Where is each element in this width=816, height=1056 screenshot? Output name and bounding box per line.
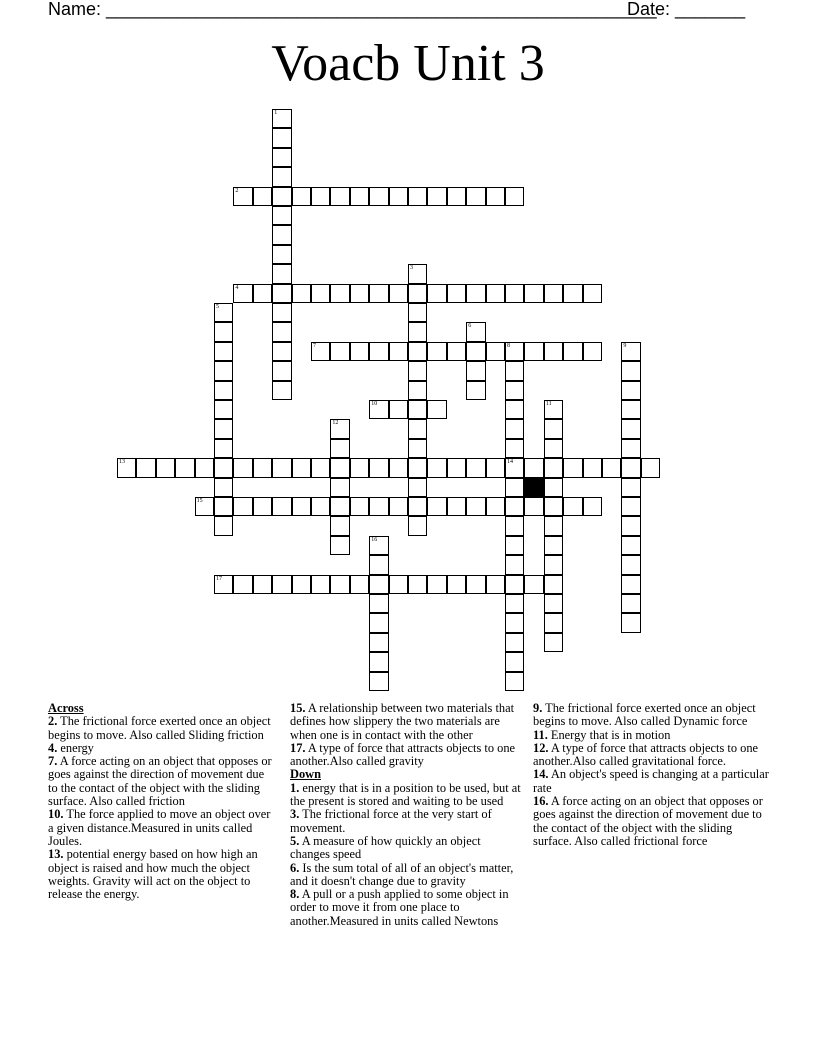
clue	[533, 795, 769, 848]
crossword-cell[interactable]	[369, 633, 388, 652]
crossword-cell[interactable]	[583, 342, 602, 361]
clue-text: A force acting on an object that opposes or goes against the direction of movement due to the contact of the object with the sliding surface. Also called frictional force	[533, 794, 763, 848]
crossword-cell[interactable]	[447, 458, 466, 477]
crossword-cell[interactable]	[136, 458, 155, 477]
clue-number: 10	[371, 401, 378, 407]
crossword-cell[interactable]	[544, 613, 563, 632]
crossword-cell[interactable]	[389, 497, 408, 516]
crossword-cell[interactable]	[505, 439, 524, 458]
clue-text: A force acting on an object that opposes or goes against the direction of movement due to the contact of the object with the sliding surface. Also called friction	[48, 754, 272, 809]
clue-number-label: 6.	[290, 860, 300, 875]
clues-column-2	[290, 702, 522, 928]
clue-number: 3	[410, 265, 413, 272]
crossword-cell[interactable]	[272, 322, 291, 341]
crossword-cell[interactable]	[505, 458, 524, 477]
crossword-cell[interactable]	[272, 245, 291, 264]
clue-text: The frictional force at the very start of movement.	[290, 807, 492, 835]
crossword-cell[interactable]	[544, 516, 563, 535]
crossword-cell[interactable]	[272, 109, 291, 128]
crossword-cell[interactable]	[524, 497, 543, 516]
crossword-cell[interactable]	[544, 439, 563, 458]
crossword-cell[interactable]	[524, 284, 543, 303]
crossword-cell[interactable]	[524, 458, 543, 477]
clue-text: The force applied to move an object over a given distance.Measured in units called Joules.	[48, 807, 271, 848]
crossword-cell[interactable]	[505, 594, 524, 613]
crossword-cell[interactable]	[233, 187, 252, 206]
crossword-cell[interactable]	[408, 322, 427, 341]
crossword-cell[interactable]	[350, 187, 369, 206]
crossword-cell[interactable]	[408, 419, 427, 438]
crossword-cell[interactable]	[292, 458, 311, 477]
clue	[48, 755, 276, 808]
clue-text: The frictional force exerted once an object begins to move. Also called Sliding friction	[48, 714, 271, 742]
crossword-cell[interactable]	[311, 458, 330, 477]
crossword-cell[interactable]	[175, 458, 194, 477]
crossword-cell[interactable]	[369, 594, 388, 613]
clue-number-label: 1.	[290, 780, 300, 795]
crossword-cell[interactable]	[505, 575, 524, 594]
crossword-cell[interactable]	[505, 361, 524, 380]
crossword-cell[interactable]	[544, 536, 563, 555]
crossword-cell[interactable]	[505, 381, 524, 400]
crossword-cell[interactable]	[505, 497, 524, 516]
clue-number: 9	[623, 342, 627, 349]
crossword-cell[interactable]	[272, 303, 291, 322]
crossword-cell[interactable]	[427, 342, 446, 361]
crossword-cell[interactable]	[524, 575, 543, 594]
clue-text: A pull or a push applied to some object in order to move it from one place to another.Measured in units called Newtons	[290, 887, 509, 928]
crossword-cell[interactable]	[544, 594, 563, 613]
clue-number-label: 10.	[48, 807, 64, 822]
crossword-cell[interactable]	[272, 148, 291, 167]
crossword-cell[interactable]	[447, 187, 466, 206]
crossword-cell[interactable]	[311, 187, 330, 206]
clue	[533, 768, 769, 795]
crossword-cell[interactable]	[505, 672, 524, 691]
crossword-cell[interactable]	[505, 555, 524, 574]
crossword-cell[interactable]	[117, 458, 136, 477]
crossword-cell[interactable]	[350, 575, 369, 594]
clue-number-label: 16.	[533, 794, 549, 809]
crossword-cell[interactable]	[214, 303, 233, 322]
name-field: Name: _______________________________________________________	[48, 0, 657, 19]
clue-number-label: 15.	[290, 701, 306, 715]
clue-text: potential energy based on how high an object is raised and how much the object weights. Gravity will act on the object to release the energy.	[48, 847, 258, 902]
crossword-cell[interactable]	[292, 284, 311, 303]
crossword-cell[interactable]	[447, 497, 466, 516]
crossword-cell[interactable]	[486, 342, 505, 361]
crossword-cell[interactable]	[408, 400, 427, 419]
crossword-cell[interactable]	[408, 264, 427, 283]
crossword-cell[interactable]	[408, 458, 427, 477]
crossword-cell[interactable]	[466, 361, 485, 380]
crossword-cell[interactable]	[466, 187, 485, 206]
clue	[48, 848, 276, 901]
crossword-cell[interactable]	[311, 342, 330, 361]
crossword-cell[interactable]	[505, 419, 524, 438]
crossword-cell[interactable]	[272, 187, 291, 206]
clue	[533, 702, 769, 729]
clues-column-3	[533, 702, 769, 848]
crossword-cell[interactable]	[253, 575, 272, 594]
crossword-cell[interactable]	[544, 633, 563, 652]
crossword-cell[interactable]	[466, 322, 485, 341]
crossword-cell[interactable]	[233, 497, 252, 516]
crossword-cell[interactable]	[369, 536, 388, 555]
clue	[48, 808, 276, 848]
crossword-cell[interactable]	[272, 497, 291, 516]
crossword-cell[interactable]	[214, 439, 233, 458]
clue	[290, 742, 522, 769]
clue-text: The frictional force exerted once an object begins to move. Also called Dynamic force	[533, 701, 756, 729]
crossword-cell[interactable]	[408, 439, 427, 458]
crossword-cell[interactable]	[330, 516, 349, 535]
crossword-cell[interactable]	[505, 633, 524, 652]
crossword-cell[interactable]	[214, 419, 233, 438]
crossword-cell[interactable]	[466, 342, 485, 361]
crossword-cell[interactable]	[389, 342, 408, 361]
crossword-cell[interactable]	[563, 342, 582, 361]
crossword-cell[interactable]	[583, 284, 602, 303]
crossword-cell[interactable]	[544, 342, 563, 361]
clue-number: 13	[119, 459, 125, 466]
crossword-cell[interactable]	[505, 652, 524, 671]
crossword-cell[interactable]	[369, 555, 388, 574]
clue-number-label: 12.	[533, 740, 549, 755]
crossword-cell[interactable]	[330, 458, 349, 477]
clue-text: Energy that is in motion	[547, 727, 671, 742]
crossword-cell[interactable]	[621, 613, 640, 632]
crossword-cell[interactable]	[330, 497, 349, 516]
crossword-cell[interactable]	[544, 478, 563, 497]
crossword-cell[interactable]	[466, 458, 485, 477]
clue	[290, 888, 522, 928]
crossword-cell[interactable]	[544, 458, 563, 477]
clue-number: 17	[216, 575, 222, 582]
crossword-cell[interactable]	[311, 575, 330, 594]
clue-text: Is the sum total of all of an object's matter, and it doesn't change due to gravity	[290, 860, 514, 888]
clue	[533, 729, 769, 742]
crossword-cell[interactable]	[544, 284, 563, 303]
crossword-cell[interactable]	[253, 187, 272, 206]
crossword-cell[interactable]	[330, 419, 349, 438]
crossword-cell[interactable]	[505, 613, 524, 632]
crossword-cell[interactable]	[427, 400, 446, 419]
crossword-cell[interactable]	[233, 575, 252, 594]
crossword-cell[interactable]	[544, 419, 563, 438]
crossword-cell[interactable]	[350, 284, 369, 303]
crossword-cell[interactable]	[466, 381, 485, 400]
crossword-cell[interactable]	[427, 575, 446, 594]
crossword-cell[interactable]	[389, 575, 408, 594]
crossword-cell[interactable]	[272, 361, 291, 380]
crossword-cell[interactable]	[544, 555, 563, 574]
clue-section-heading: Down	[290, 767, 321, 782]
crossword-cell[interactable]	[350, 342, 369, 361]
crossword-cell[interactable]	[602, 458, 621, 477]
crossword-cell[interactable]	[486, 187, 505, 206]
crossword-cell[interactable]	[563, 497, 582, 516]
crossword-cell[interactable]	[330, 575, 349, 594]
clue-number: 14	[507, 459, 513, 466]
clue-number-label: 2.	[48, 714, 58, 729]
crossword-cell[interactable]	[621, 361, 640, 380]
crossword-cell[interactable]	[621, 516, 640, 535]
clue-number-label: 8.	[290, 887, 300, 902]
crossword-cell[interactable]	[330, 284, 349, 303]
clue-number: 8	[507, 342, 510, 349]
clue-number-label: 9.	[533, 701, 543, 715]
clue	[290, 782, 522, 809]
clue-section-heading: Across	[48, 701, 84, 715]
crossword-cell[interactable]	[621, 381, 640, 400]
clue-number: 4	[235, 284, 239, 291]
crossword-cell[interactable]	[621, 575, 640, 594]
crossword-cell[interactable]	[389, 187, 408, 206]
clue-text: energy that is in a position to be used, but at the present is stored and waiting to be used	[290, 780, 521, 809]
crossword-cell[interactable]	[214, 575, 233, 594]
crossword-cell[interactable]	[214, 478, 233, 497]
clue-number-label: 5.	[290, 833, 300, 848]
clues-column-1	[48, 702, 276, 901]
crossword-cell[interactable]	[408, 342, 427, 361]
clue-text: A type of force that attracts objects to one another.Also called gravity	[290, 740, 516, 769]
crossword-cell[interactable]	[272, 458, 291, 477]
crossword-cell[interactable]	[214, 458, 233, 477]
clue	[290, 808, 522, 835]
crossword-cell[interactable]	[311, 284, 330, 303]
clue	[48, 742, 276, 755]
crossword-cell[interactable]	[486, 458, 505, 477]
crossword-cell[interactable]	[505, 187, 524, 206]
crossword-cell[interactable]	[369, 613, 388, 632]
crossword-cell[interactable]	[214, 516, 233, 535]
crossword-cell[interactable]	[621, 478, 640, 497]
crossword-cell[interactable]	[214, 342, 233, 361]
crossword-cell[interactable]	[408, 361, 427, 380]
crossword-cell[interactable]	[292, 575, 311, 594]
crossword-cell[interactable]	[408, 497, 427, 516]
clue-text: A measure of how quickly an object changes speed	[290, 833, 481, 862]
crossword-cell[interactable]	[389, 400, 408, 419]
crossword-cell[interactable]	[330, 439, 349, 458]
clue-number: 6	[468, 323, 472, 330]
clue-number: 15	[196, 498, 203, 504]
crossword-cell[interactable]	[272, 381, 291, 400]
crossword-cell[interactable]	[369, 575, 388, 594]
crossword-cell[interactable]	[214, 381, 233, 400]
crossword-cell[interactable]	[621, 497, 640, 516]
crossword-cell[interactable]	[427, 284, 446, 303]
crossword-cell[interactable]	[641, 458, 660, 477]
crossword-cell[interactable]	[544, 400, 563, 419]
clue-number: 16	[371, 536, 378, 543]
crossword-cell[interactable]	[621, 400, 640, 419]
crossword-cell[interactable]	[253, 458, 272, 477]
crossword-cell[interactable]	[272, 128, 291, 147]
crossword-cell[interactable]	[621, 594, 640, 613]
clue-number: 12	[332, 420, 339, 427]
crossword-cell[interactable]	[369, 458, 388, 477]
clue-number: 7	[313, 342, 316, 349]
clue-text: energy	[57, 740, 94, 755]
crossword-cell[interactable]	[621, 342, 640, 361]
crossword-cell[interactable]	[408, 478, 427, 497]
crossword-cell[interactable]	[621, 555, 640, 574]
crossword-cell[interactable]	[583, 458, 602, 477]
crossword-cell[interactable]	[369, 342, 388, 361]
crossword-cell[interactable]	[563, 284, 582, 303]
crossword-cell[interactable]	[272, 342, 291, 361]
crossword-cell[interactable]	[621, 458, 640, 477]
crossword-cell[interactable]	[156, 458, 175, 477]
crossword-cell[interactable]	[214, 322, 233, 341]
crossword-cell[interactable]	[389, 284, 408, 303]
clue-number-label: 17.	[290, 740, 306, 755]
date-field: Date: _______	[627, 0, 746, 19]
clue-number-label: 3.	[290, 807, 300, 822]
crossword-cell[interactable]	[408, 516, 427, 535]
clue-number-label: 7.	[48, 754, 58, 769]
crossword-cell[interactable]	[505, 342, 524, 361]
crossword-cell[interactable]	[544, 575, 563, 594]
crossword-cell[interactable]	[408, 381, 427, 400]
crossword-cell[interactable]	[369, 187, 388, 206]
crossword-cell[interactable]	[369, 284, 388, 303]
crossword-cell[interactable]	[272, 167, 291, 186]
crossword-cell[interactable]	[486, 575, 505, 594]
crossword-cell[interactable]	[505, 478, 524, 497]
clue-number-label: 11.	[533, 727, 548, 742]
crossword-cell[interactable]	[427, 458, 446, 477]
crossword-cell[interactable]	[292, 497, 311, 516]
crossword-cell[interactable]	[621, 439, 640, 458]
crossword-cell[interactable]	[272, 575, 291, 594]
crossword-cell[interactable]	[233, 458, 252, 477]
crossword-cell[interactable]	[369, 672, 388, 691]
clue-text: An object's speed is changing at a particular rate	[533, 767, 769, 795]
clue	[290, 702, 522, 742]
crossword-cell[interactable]	[253, 497, 272, 516]
crossword-cell[interactable]	[486, 284, 505, 303]
crossword-cell[interactable]	[330, 478, 349, 497]
clue-text: A relationship between two materials that defines how slippery the two materials are when one is in contact with the other	[290, 701, 515, 742]
crossword-cell[interactable]	[369, 497, 388, 516]
crossword-cell[interactable]	[583, 497, 602, 516]
crossword-cell[interactable]	[466, 497, 485, 516]
crossword-cell[interactable]	[389, 458, 408, 477]
crossword-cell[interactable]	[427, 187, 446, 206]
crossword-cell[interactable]	[408, 187, 427, 206]
clue-number-label: 4.	[48, 740, 58, 755]
crossword-cell[interactable]	[466, 284, 485, 303]
crossword-cell[interactable]	[505, 516, 524, 535]
crossword-cell[interactable]	[505, 400, 524, 419]
page-title: Voacb Unit 3	[271, 35, 545, 92]
blocked-cell	[524, 478, 543, 497]
crossword-cell[interactable]	[195, 497, 214, 516]
clue-number: 1	[274, 110, 278, 116]
crossword-cell[interactable]	[233, 284, 252, 303]
crossword-cell[interactable]	[505, 284, 524, 303]
crossword-cell[interactable]	[447, 575, 466, 594]
crossword-cell[interactable]	[214, 361, 233, 380]
crossword-cell[interactable]	[505, 536, 524, 555]
crossword-cell[interactable]	[447, 342, 466, 361]
crossword-cell[interactable]	[272, 206, 291, 225]
clue-text: A type of force that attracts objects to one another.Also called gravitational force.	[533, 740, 759, 769]
crossword-cell[interactable]	[621, 419, 640, 438]
clue	[48, 715, 276, 742]
crossword-cell[interactable]	[408, 575, 427, 594]
crossword-cell[interactable]	[214, 497, 233, 516]
crossword-cell[interactable]	[408, 303, 427, 322]
clue-number: 5	[216, 304, 219, 310]
crossword-cell[interactable]	[350, 497, 369, 516]
clue	[533, 742, 769, 769]
crossword-cell[interactable]	[330, 536, 349, 555]
crossword-cell[interactable]	[311, 497, 330, 516]
crossword-cell[interactable]	[524, 342, 543, 361]
crossword-cell[interactable]	[486, 497, 505, 516]
crossword-cell[interactable]	[466, 575, 485, 594]
clue-number-label: 13.	[48, 847, 64, 862]
clue	[290, 835, 522, 862]
crossword-cell[interactable]	[544, 497, 563, 516]
crossword-cell[interactable]	[272, 284, 291, 303]
crossword-cell[interactable]	[253, 284, 272, 303]
crossword-cell[interactable]	[408, 284, 427, 303]
crossword-cell[interactable]	[330, 187, 349, 206]
crossword-cell[interactable]	[272, 264, 291, 283]
crossword-cell[interactable]	[447, 284, 466, 303]
clue-number: 11	[545, 401, 552, 407]
crossword-cell[interactable]	[330, 342, 349, 361]
crossword-cell[interactable]	[272, 225, 291, 244]
crossword-cell[interactable]	[350, 458, 369, 477]
crossword-cell[interactable]	[369, 400, 388, 419]
crossword-cell[interactable]	[427, 497, 446, 516]
crossword-cell[interactable]	[563, 458, 582, 477]
clue-number: 2	[235, 187, 239, 194]
crossword-cell[interactable]	[369, 652, 388, 671]
crossword-cell[interactable]	[621, 536, 640, 555]
crossword-cell[interactable]	[195, 458, 214, 477]
clue-number-label: 14.	[533, 767, 549, 782]
crossword-cell[interactable]	[214, 400, 233, 419]
clue	[290, 862, 522, 889]
crossword-cell[interactable]	[292, 187, 311, 206]
